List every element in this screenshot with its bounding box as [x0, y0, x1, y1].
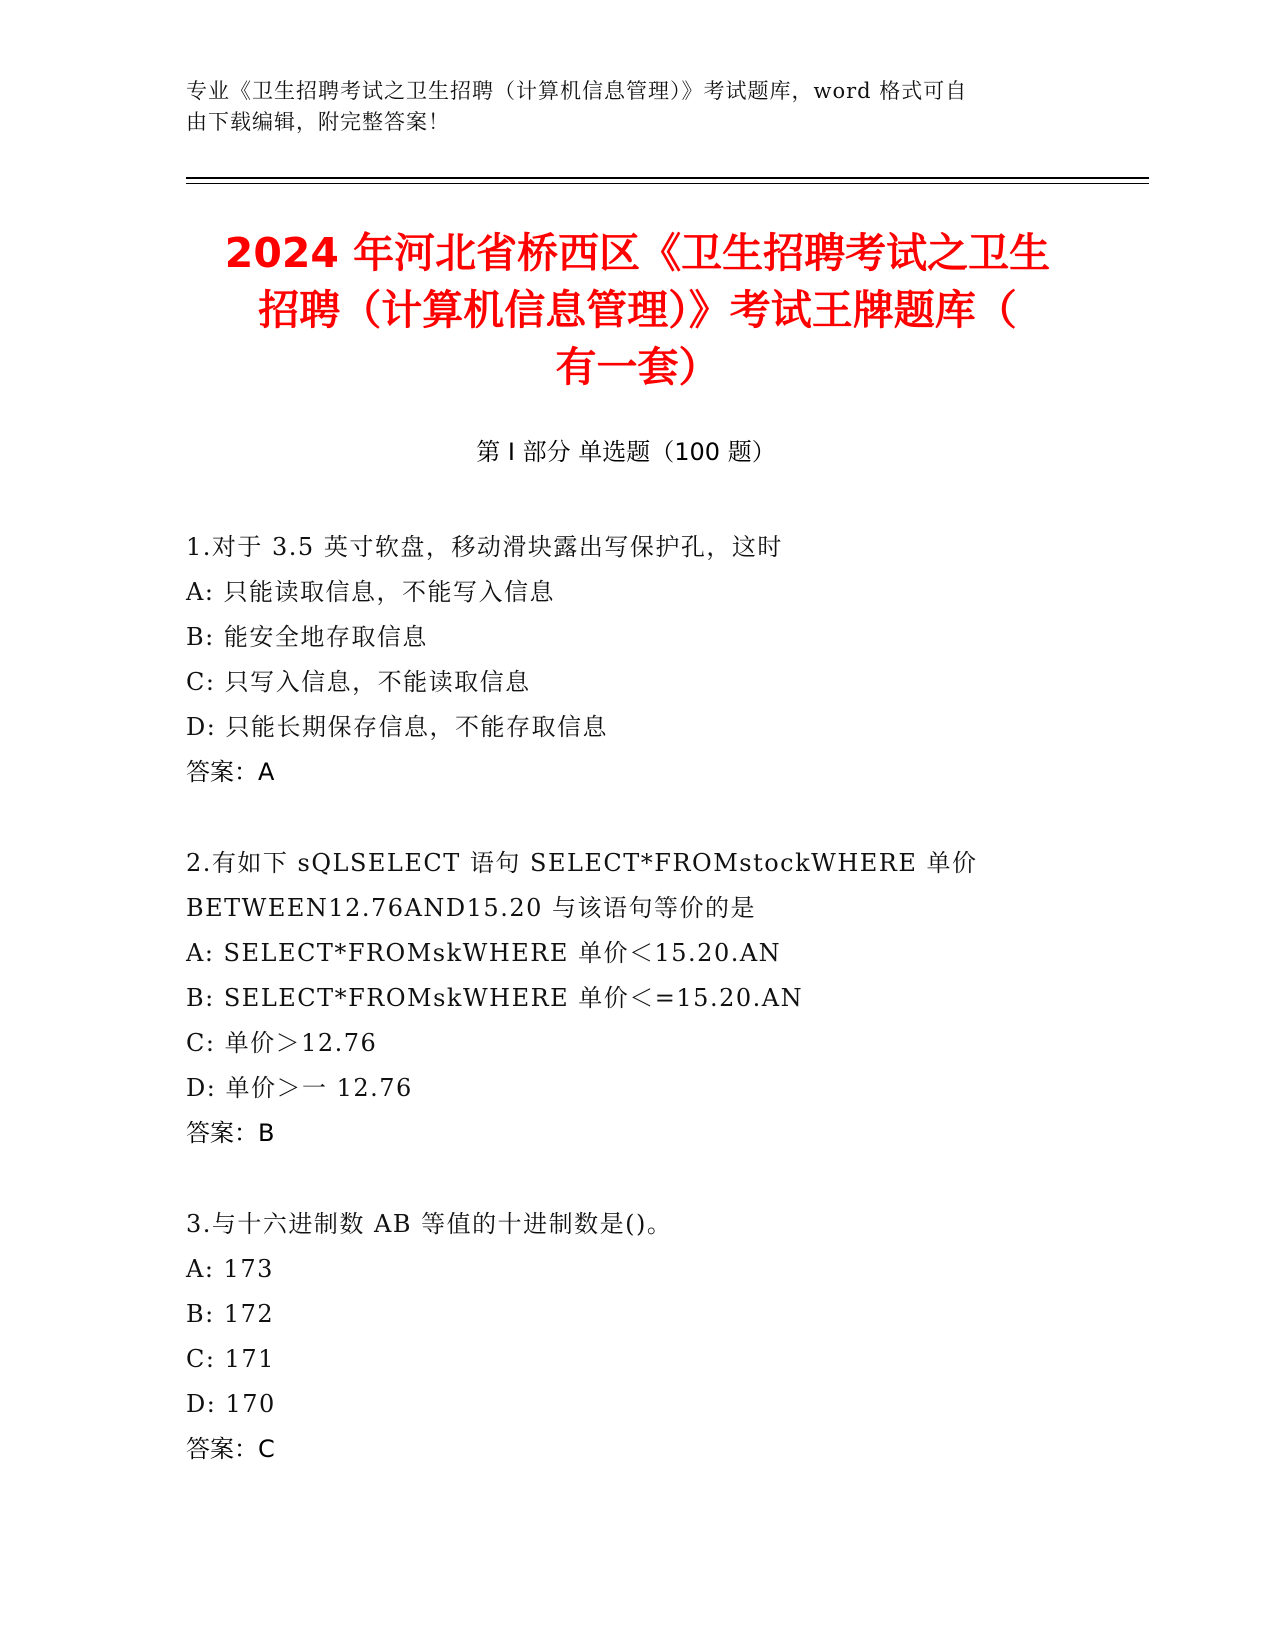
option-b: B: 172: [186, 1300, 275, 1328]
document-title: [160, 225, 1115, 396]
option-d: D: 单价＞一 12.76: [186, 1074, 413, 1102]
option-a: A: 只能读取信息，不能写入信息: [186, 578, 556, 606]
header-rule-thin: [186, 183, 1149, 184]
question-3: [186, 1202, 1086, 1472]
option-a: A: 173: [186, 1255, 274, 1283]
option-d: D: 只能长期保存信息，不能存取信息: [186, 713, 608, 741]
question-stem: 1.对于 3.5 英寸软盘，移动滑块露出写保护孔，这时: [186, 533, 783, 561]
header-rule: [186, 177, 1149, 179]
question-1: [186, 525, 1086, 795]
header-note: [186, 76, 1086, 138]
option-d: D: 170: [186, 1390, 276, 1418]
answer-text: 答案：B: [186, 1119, 275, 1147]
question-stem-continued: BETWEEN12.76AND15.20 与该语句等价的是: [186, 894, 756, 922]
section-title: 第 I 部分 单选题（100 题）: [476, 438, 776, 466]
option-c: C: 单价＞12.76: [186, 1029, 378, 1057]
question-2: [186, 841, 1086, 1156]
question-stem: 2.有如下 sQLSELECT 语句 SELECT*FROMstockWHERE 单价: [186, 849, 978, 877]
question-list: [186, 525, 1086, 1518]
option-b: B: 能安全地存取信息: [186, 623, 428, 651]
question-stem: 3.与十六进制数 AB 等值的十进制数是()。: [186, 1210, 673, 1238]
option-a: A: SELECT*FROMskWHERE 单价＜15.20.AN: [186, 939, 782, 967]
option-c: C: 只写入信息，不能读取信息: [186, 668, 531, 696]
header-note-line: 由下载编辑，附完整答案！: [186, 110, 450, 134]
option-c: C: 171: [186, 1345, 275, 1373]
header-note-line: 专业《卫生招聘考试之卫生招聘（计算机信息管理）》考试题库，word 格式可自: [186, 79, 968, 103]
title-line: 2024 年河北省桥西区《卫生招聘考试之卫生: [224, 229, 1051, 277]
answer-text: 答案：C: [186, 1435, 275, 1463]
answer-text: 答案：A: [186, 758, 275, 786]
title-line: 有一套）: [555, 343, 720, 391]
option-b: B: SELECT*FROMskWHERE 单价＜=15.20.AN: [186, 984, 804, 1012]
title-line: 招聘（计算机信息管理）》考试王牌题库（: [258, 286, 1017, 334]
